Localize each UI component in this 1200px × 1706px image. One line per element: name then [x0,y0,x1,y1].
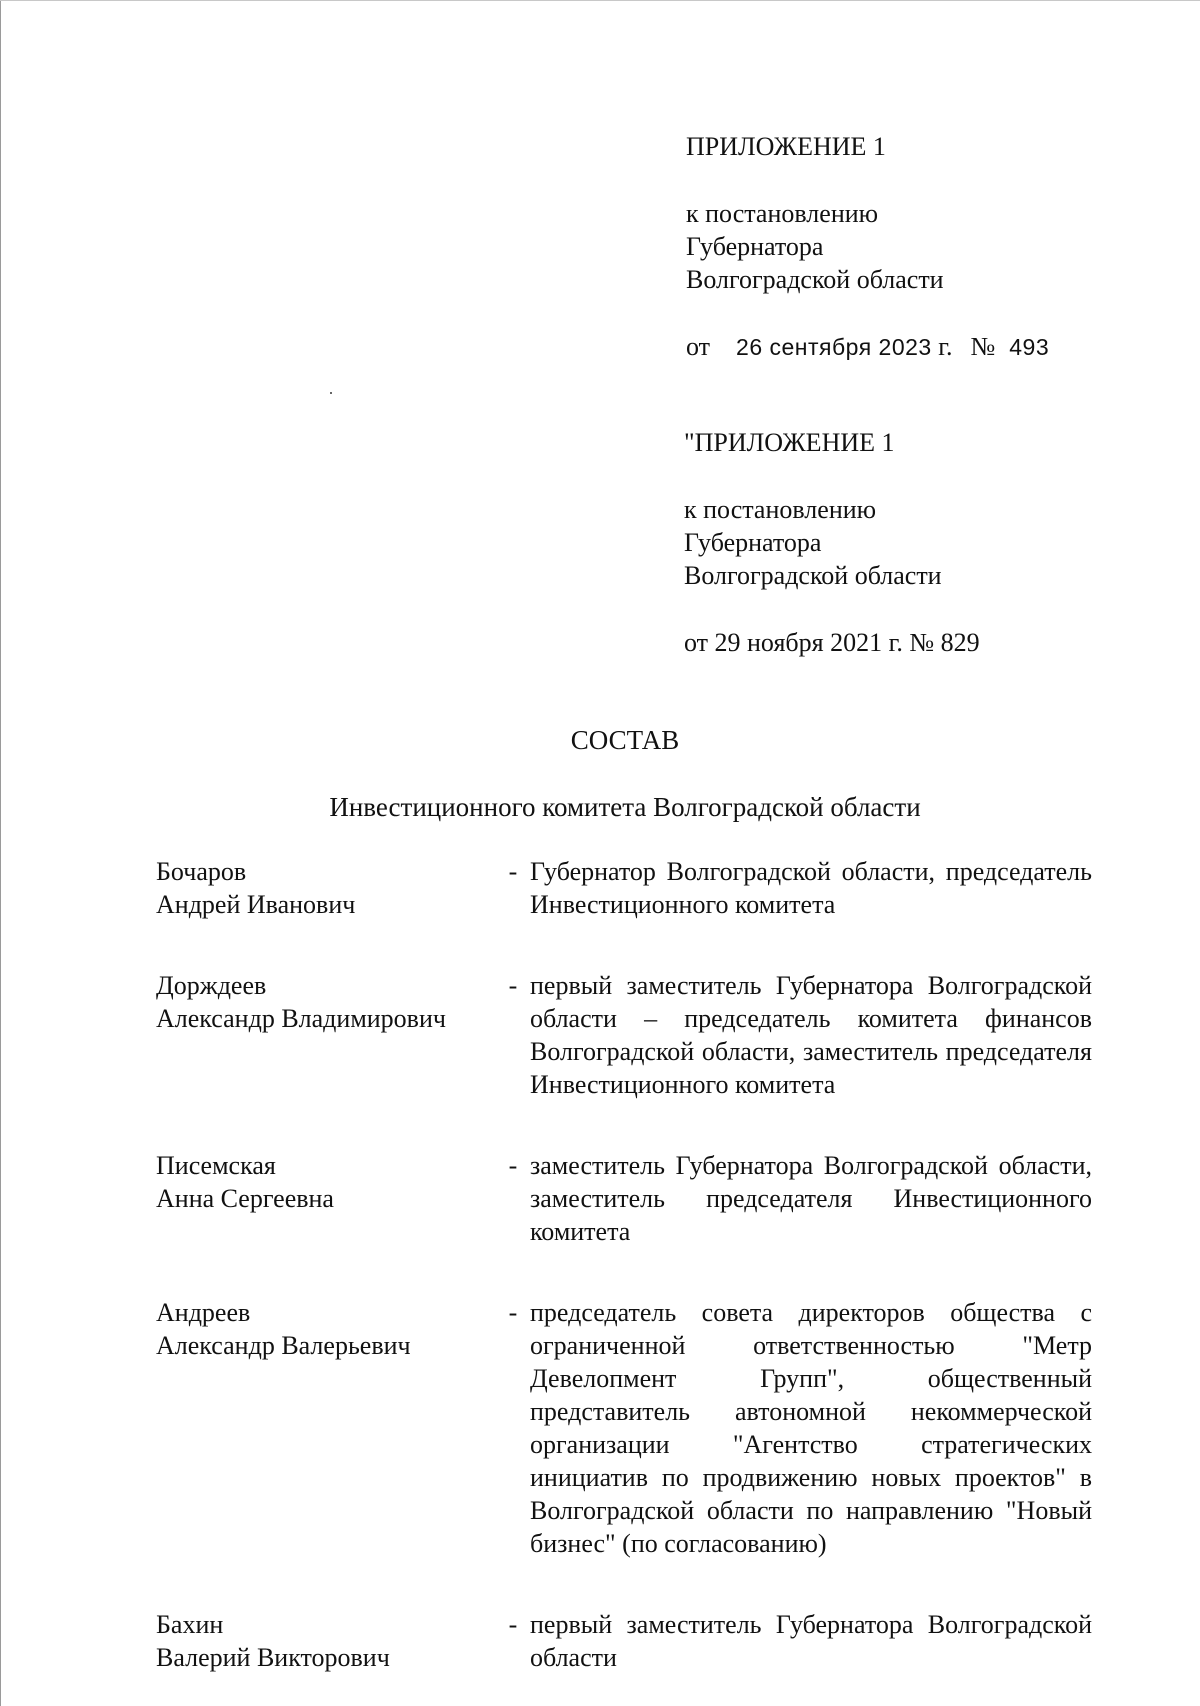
member-name [156,1149,496,1248]
member-name [156,969,496,1101]
appendix-title: ПРИЛОЖЕНИЕ 1 [686,132,886,161]
member-given-name: Анна Сергеевна [156,1184,334,1213]
member-surname: Бахин [156,1610,224,1639]
scan-speck [330,392,332,394]
member-name [156,1608,496,1674]
member-dash: - [508,1298,518,1327]
member-role: первый заместитель Губернатора Волгоградской области – председатель комитета финансов Волгоградской области, заместитель председателя Инвестиционного комитета [530,971,1092,1099]
members-list [156,855,1100,1674]
document-subtitle: Инвестиционного комитета Волгоградской области [329,792,921,822]
appendix-header-current [686,130,944,296]
member-surname: Андреев [156,1298,251,1327]
member-row [156,1149,1100,1248]
member-dash: - [508,1610,518,1639]
member-role: заместитель Губернатора Волгоградской области, заместитель председателя Инвестиционного комитета [530,1151,1092,1246]
appendix-to-line: к постановлению [686,199,879,228]
number-sign: № [970,332,996,361]
appendix-date-line: от 29 ноября 2021 г. № 829 [684,628,980,657]
member-row [156,1296,1100,1560]
date-suffix: г. [938,332,953,361]
member-surname: Бочаров [156,857,247,886]
member-name [156,855,496,921]
member-row [156,1608,1100,1674]
appendix-date-line [686,330,1049,364]
member-row [156,969,1100,1101]
scan-left-edge [0,0,1,1706]
member-role: первый заместитель Губернатора Волгоградской области [530,1610,1092,1672]
date-prefix: от [686,332,711,361]
appendix-to-line: Волгоградской области [686,265,944,294]
appendix-title: "ПРИЛОЖЕНИЕ 1 [684,428,895,457]
member-row [156,855,1100,921]
member-given-name: Александр Владимирович [156,1004,446,1033]
member-role: председатель совета директоров общества с ограниченной ответственностью "Метр Девелопмент Групп", общественный представитель автономной некоммерческой организации "Агентство стратегических инициатив по продвижению новых проектов" в Волгоградской области по направлению "Новый бизнес" (по согласованию) [530,1298,1092,1558]
appendix-to-line: Губернатора [684,528,822,557]
date-value: 26 сентября 2023 [736,334,932,360]
member-given-name: Валерий Викторович [156,1643,390,1672]
member-role: Губернатор Волгоградской области, председатель Инвестиционного комитета [530,857,1092,919]
member-surname: Писемская [156,1151,276,1180]
appendix-to-line: Губернатора [686,232,824,261]
document-title: СОСТАВ [570,725,680,755]
member-dash: - [508,971,518,1000]
appendix-header-original [684,426,980,659]
member-surname: Дорждеев [156,971,267,1000]
appendix-to-line: Волгоградской области [684,561,942,590]
member-given-name: Андрей Иванович [156,890,356,919]
scan-top-edge [0,0,1200,1]
member-given-name: Александр Валерьевич [156,1331,411,1360]
member-dash: - [508,857,518,886]
appendix-to-line: к постановлению [684,495,877,524]
number-value: 493 [1009,334,1050,360]
member-dash: - [508,1151,518,1180]
member-name [156,1296,496,1560]
